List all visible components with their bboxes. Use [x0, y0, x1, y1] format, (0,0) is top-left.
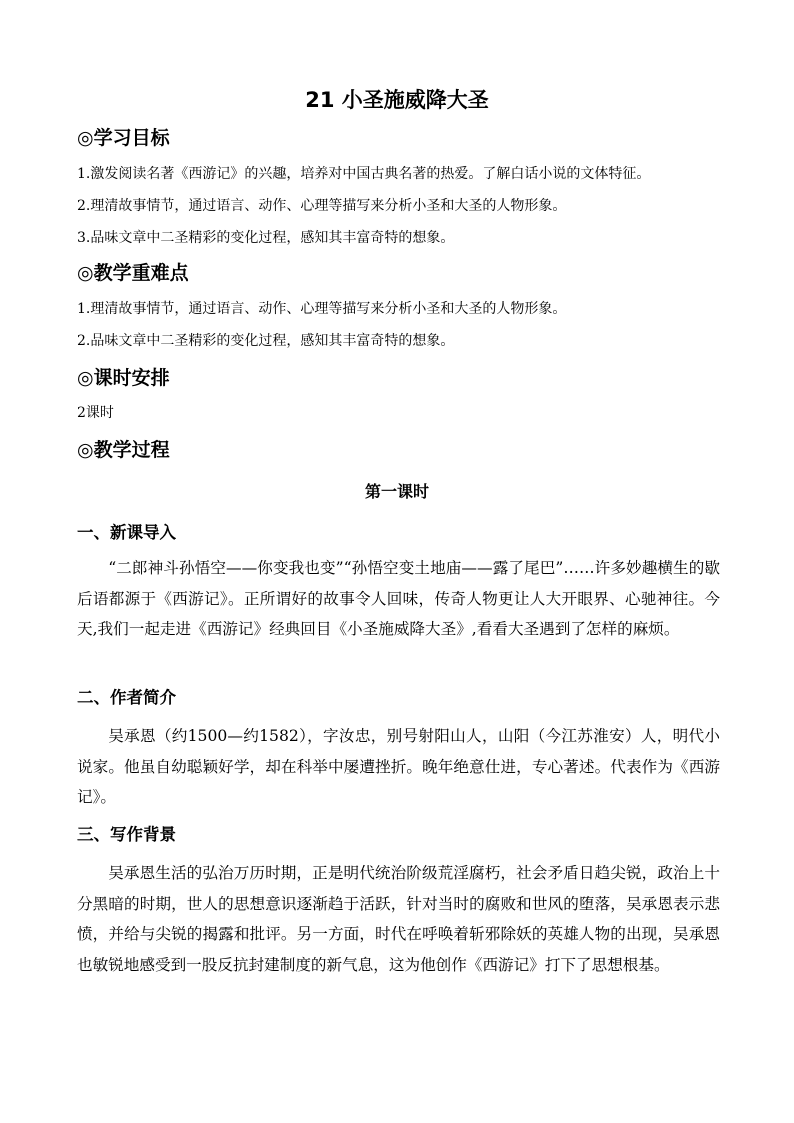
objective-item-2: 2.理清故事情节，通过语言、动作、心理等描写来分析小圣和大圣的人物形象。: [77, 198, 567, 214]
key-point-item-1: 1.理清故事情节，通过语言、动作、心理等描写来分析小圣和大圣的人物形象。: [77, 301, 567, 317]
section-paragraph-author: 吴承恩（约1500—约1582），字汝忠，别号射阳山人，山阳（今江苏淮安）人，明代小说家。他虽自幼聪颖好学，却在科举中屡遭挫折。晚年绝意仕进，专心著述。代表作为《西游记》。: [77, 727, 720, 806]
section-heading-intro: 一、新课导入: [77, 523, 176, 542]
key-point-item-2: 2.品味文章中二圣精彩的变化过程，感知其丰富奇特的想象。: [77, 333, 455, 349]
process-heading: ◎教学过程: [77, 439, 170, 461]
key-points-heading: ◎教学重难点: [77, 262, 189, 284]
document-title: 21 小圣施威降大圣: [305, 88, 489, 112]
lesson-title: 第一课时: [364, 482, 429, 501]
objectives-heading: ◎学习目标: [77, 127, 170, 149]
schedule-text: 2课时: [77, 405, 114, 421]
objective-item-3: 3.品味文章中二圣精彩的变化过程，感知其丰富奇特的想象。: [77, 230, 455, 246]
section-heading-author: 二、作者简介: [77, 688, 176, 707]
section-paragraph-intro: “二郎神斗孙悟空——你变我也变”“孙悟空变土地庙——露了尾巴”……许多妙趣横生的歇后语都源于《西游记》。正所谓好的故事令人回味，传奇人物更让人大开眼界、心驰神往。今天,我们一起走进《西游记》经典回目《小圣施威降大圣》,看看大圣遇到了怎样的麻烦。: [77, 559, 720, 638]
section-heading-background: 三、写作背景: [77, 825, 176, 844]
section-paragraph-background: 吴承恩生活的弘治万历时期，正是明代统治阶级荒淫腐朽，社会矛盾日趋尖锐，政治上十分黑暗的时期，世人的思想意识逐渐趋于活跃，针对当时的腐败和世风的堕落，吴承恩表示悲愤，并给与尖锐的揭露和批评。另一方面，时代在呼唤着斩邪除妖的英雄人物的出现，吴承恩也敏锐地感受到一股反抗封建制度的新气息，这为他创作《西游记》打下了思想根基。: [77, 864, 720, 974]
schedule-heading: ◎课时安排: [77, 367, 170, 389]
objective-item-1: 1.激发阅读名著《西游记》的兴趣，培养对中国古典名著的热爱。了解白话小说的文体特征。: [77, 166, 651, 182]
